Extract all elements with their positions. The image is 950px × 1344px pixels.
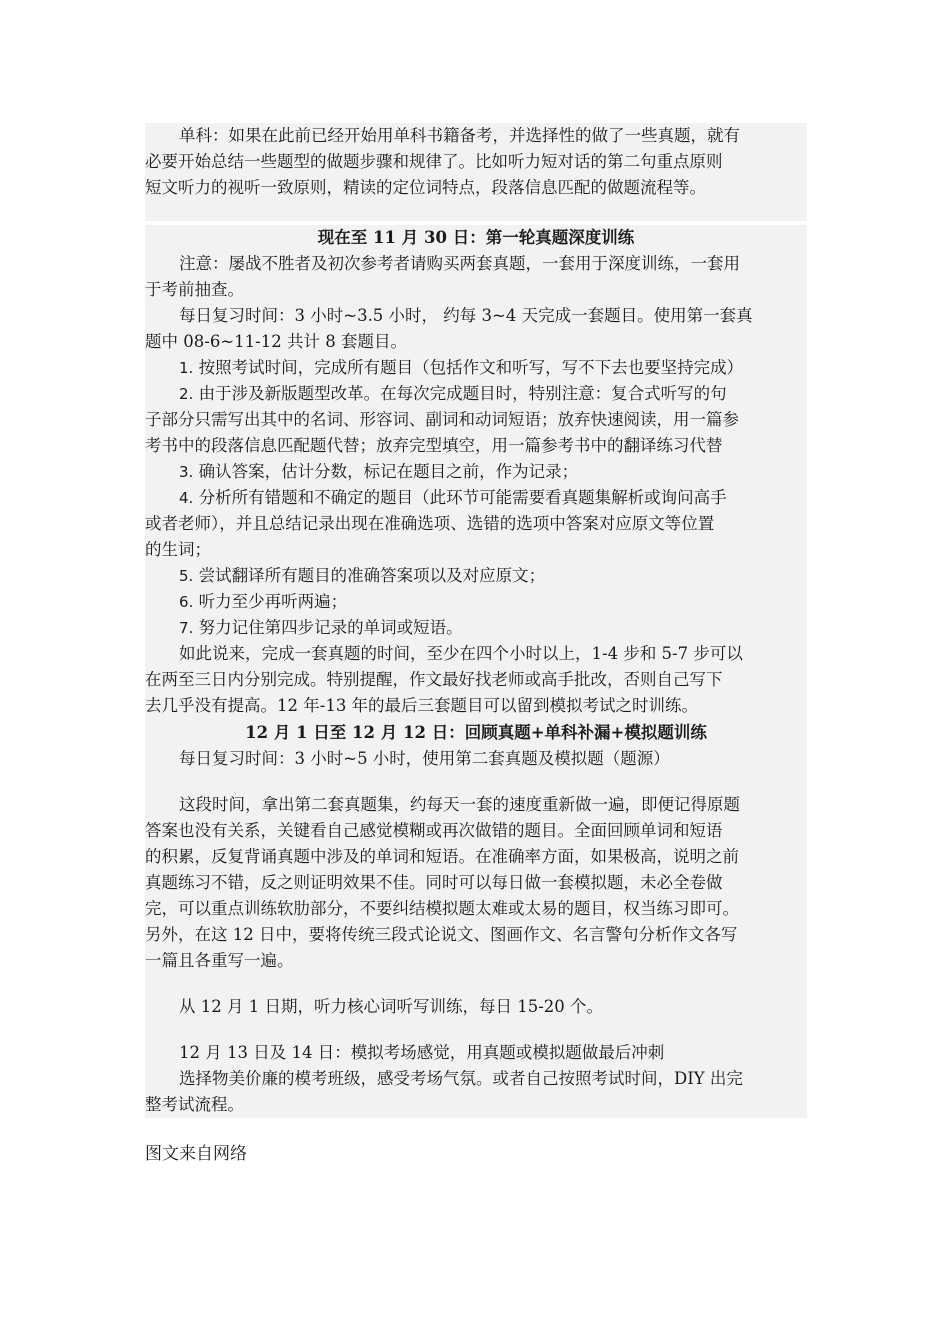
step-item bbox=[145, 459, 807, 485]
summary-line: 在两至三日内分别完成。特别提醒，作文最好找老师或高手批改，否则自己写下 bbox=[145, 670, 723, 689]
step-text: 听力至少再听两遍； bbox=[198, 592, 348, 611]
step-item bbox=[145, 355, 807, 381]
note-line: 注意：屡战不胜者及初次参考者请购买两套真题，一套用于深度训练，一套用 bbox=[179, 254, 740, 273]
body-line: 选择物美价廉的模考班级，感受考场气氛。或者自己按照考试时间，DIY 出完 bbox=[179, 1069, 743, 1088]
step-text: 考书中的段落信息匹配题代替；放弃完型填空，用一篇参考书中的翻译练习代替 bbox=[145, 436, 723, 455]
step-text: 或者老师），并且总结记录出现在准确选项、选错的选项中答案对应原文等位置 bbox=[145, 514, 715, 533]
step-number: 6. bbox=[179, 593, 194, 611]
time-line: 题中 08-6~11-12 共计 8 套题目。 bbox=[145, 332, 407, 351]
body-line: 这段时间，拿出第二套真题集，约每天一套的速度重新做一遍，即便记得原题 bbox=[179, 795, 740, 814]
section1-block bbox=[145, 225, 807, 739]
body-line: 的积累，反复背诵真题中涉及的单词和短语。在准确率方面，如果极高，说明之前 bbox=[145, 847, 739, 866]
body-line: 真题练习不错，反之则证明效果不佳。同时可以每日做一套模拟题，未必全卷做 bbox=[145, 873, 723, 892]
summary-line: 去几乎没有提高。12 年-13 年的最后三套题目可以留到模拟考试之时训练。 bbox=[145, 696, 699, 715]
step-item bbox=[145, 589, 807, 615]
step-item bbox=[145, 381, 807, 407]
intro-line: 短文听力的视听一致原则，精读的定位词特点，段落信息匹配的做题流程等。 bbox=[145, 178, 706, 197]
step-number: 5. bbox=[179, 567, 194, 585]
step-text: 努力记住第四步记录的单词或短语。 bbox=[198, 618, 463, 637]
step-number: 1. bbox=[179, 359, 194, 377]
step-number: 4. bbox=[179, 489, 194, 507]
note-line: 于考前抽查。 bbox=[145, 280, 244, 299]
step-item bbox=[145, 615, 807, 641]
time-line: 每日复习时间：3 小时~3.5 小时， 约每 3~4 天完成一套题目。使用第一套真 bbox=[179, 306, 753, 325]
section2-block bbox=[145, 720, 807, 1118]
summary-line: 如此说来，完成一套真题的时间，至少在四个小时以上，1-4 步和 5-7 步可以 bbox=[179, 644, 743, 663]
section2-heading: 12 月 1 日至 12 月 12 日：回顾真题+单科补漏+模拟题训练 bbox=[245, 723, 707, 742]
body-line: 整考试流程。 bbox=[145, 1095, 244, 1114]
body-line: 另外，在这 12 日中，要将传统三段式论说文、图画作文、名言警句分析作文各写 bbox=[145, 925, 738, 944]
step-text: 按照考试时间，完成所有题目（包括作文和听写，写不下去也要坚持完成） bbox=[198, 358, 744, 377]
step-text: 由于涉及新版题型改革。在每次完成题目时，特别注意：复合式听写的句 bbox=[198, 384, 727, 403]
body-line: 一篇且各重写一遍。 bbox=[145, 951, 294, 970]
step-text: 尝试翻译所有题目的准确答案项以及对应原文； bbox=[198, 566, 546, 585]
step-text: 分析所有错题和不确定的题目（此环节可能需要看真题集解析或询问高手 bbox=[198, 488, 727, 507]
intro-block bbox=[145, 123, 807, 221]
intro-line: 单科：如果在此前已经开始用单科书籍备考，并选择性的做了一些真题，就有 bbox=[179, 126, 740, 145]
source-note: 图文来自网络 bbox=[145, 1144, 247, 1164]
body-line: 答案也没有关系，关键看自己感觉模糊或再次做错的题目。全面回顾单词和短语 bbox=[145, 821, 723, 840]
step-number: 3. bbox=[179, 463, 194, 481]
intro-line: 必要开始总结一些题型的做题步骤和规律了。比如听力短对话的第二句重点原则 bbox=[145, 152, 723, 171]
step-number: 7. bbox=[179, 619, 194, 637]
step-text: 确认答案，估计分数，标记在题目之前，作为记录； bbox=[198, 462, 579, 481]
step-number: 2. bbox=[179, 385, 194, 403]
listening-line: 从 12 月 1 日期，听力核心词听写训练，每日 15-20 个。 bbox=[179, 997, 604, 1016]
section1-heading: 现在至 11 月 30 日：第一轮真题深度训练 bbox=[317, 228, 635, 247]
step-item bbox=[145, 485, 807, 511]
time-line: 每日复习时间：3 小时~5 小时，使用第二套真题及模拟题（题源） bbox=[179, 749, 670, 768]
body-line: 完，可以重点训练软肋部分，不要纠结模拟题太难或太易的题目，权当练习即可。 bbox=[145, 899, 739, 918]
section3-heading: 12 月 13 日及 14 日：模拟考场感觉，用真题或模拟题做最后冲刺 bbox=[179, 1043, 665, 1062]
step-item bbox=[145, 563, 807, 589]
step-text: 的生词； bbox=[145, 540, 211, 559]
step-text: 子部分只需写出其中的名词、形容词、副词和动词短语；放弃快速阅读，用一篇参 bbox=[145, 410, 739, 429]
